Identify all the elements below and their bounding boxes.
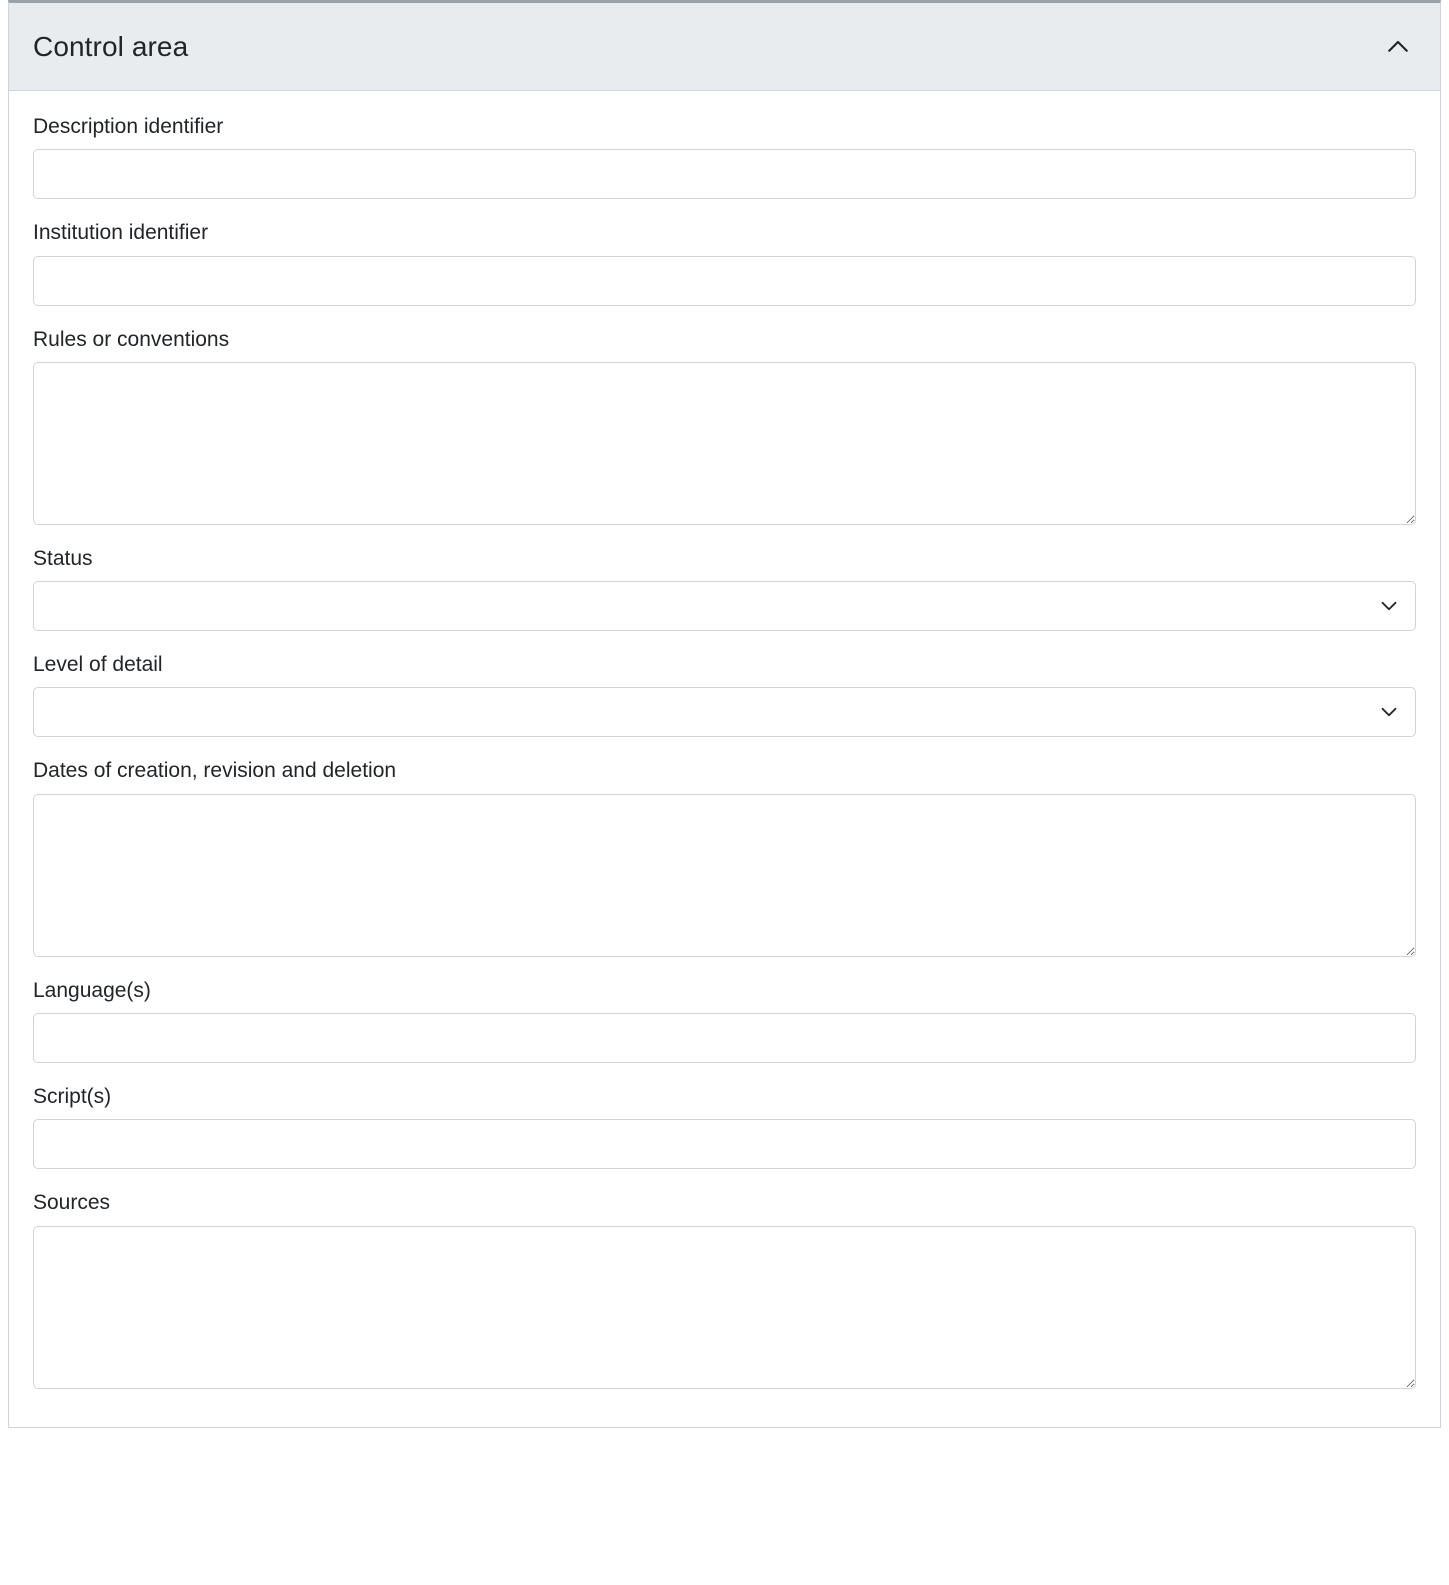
field-scripts: [33, 1083, 1416, 1169]
field-status: [33, 545, 1416, 631]
field-description-identifier: [33, 113, 1416, 199]
institution-identifier-input[interactable]: [33, 256, 1416, 306]
dates-of-creation-revision-deletion-textarea[interactable]: [33, 794, 1416, 957]
control-area-panel: [8, 0, 1441, 1428]
sources-textarea[interactable]: [33, 1226, 1416, 1389]
description-identifier-input[interactable]: [33, 149, 1416, 199]
control-area-form: [9, 91, 1440, 1427]
chevron-up-icon[interactable]: [1378, 27, 1418, 67]
label-level-of-detail: Level of detail: [33, 653, 163, 677]
status-select[interactable]: [33, 581, 1416, 631]
field-sources: [33, 1189, 1416, 1388]
field-institution-identifier: [33, 219, 1416, 305]
label-sources: Sources: [33, 1191, 111, 1215]
label-rules-or-conventions: Rules or conventions: [33, 327, 230, 351]
label-scripts: Script(s): [33, 1085, 112, 1109]
rules-or-conventions-textarea[interactable]: [33, 362, 1416, 525]
label-institution-identifier: Institution identifier: [33, 221, 209, 245]
label-languages: Language(s): [33, 978, 151, 1002]
control-area-panel-header[interactable]: [9, 3, 1440, 91]
status-select-wrap: [33, 581, 1416, 631]
label-dates-of-creation-revision-deletion: Dates of creation, revision and deletion: [33, 759, 397, 783]
field-dates-of-creation-revision-deletion: [33, 757, 1416, 956]
languages-input[interactable]: [33, 1013, 1416, 1063]
level-of-detail-select-wrap: [33, 687, 1416, 737]
field-level-of-detail: [33, 651, 1416, 737]
label-status: Status: [33, 546, 93, 570]
scripts-input[interactable]: [33, 1119, 1416, 1169]
field-languages: [33, 977, 1416, 1063]
label-description-identifier: Description identifier: [33, 115, 224, 138]
panel-title: Control area: [33, 30, 189, 62]
level-of-detail-select[interactable]: [33, 687, 1416, 737]
field-rules-or-conventions: [33, 326, 1416, 525]
